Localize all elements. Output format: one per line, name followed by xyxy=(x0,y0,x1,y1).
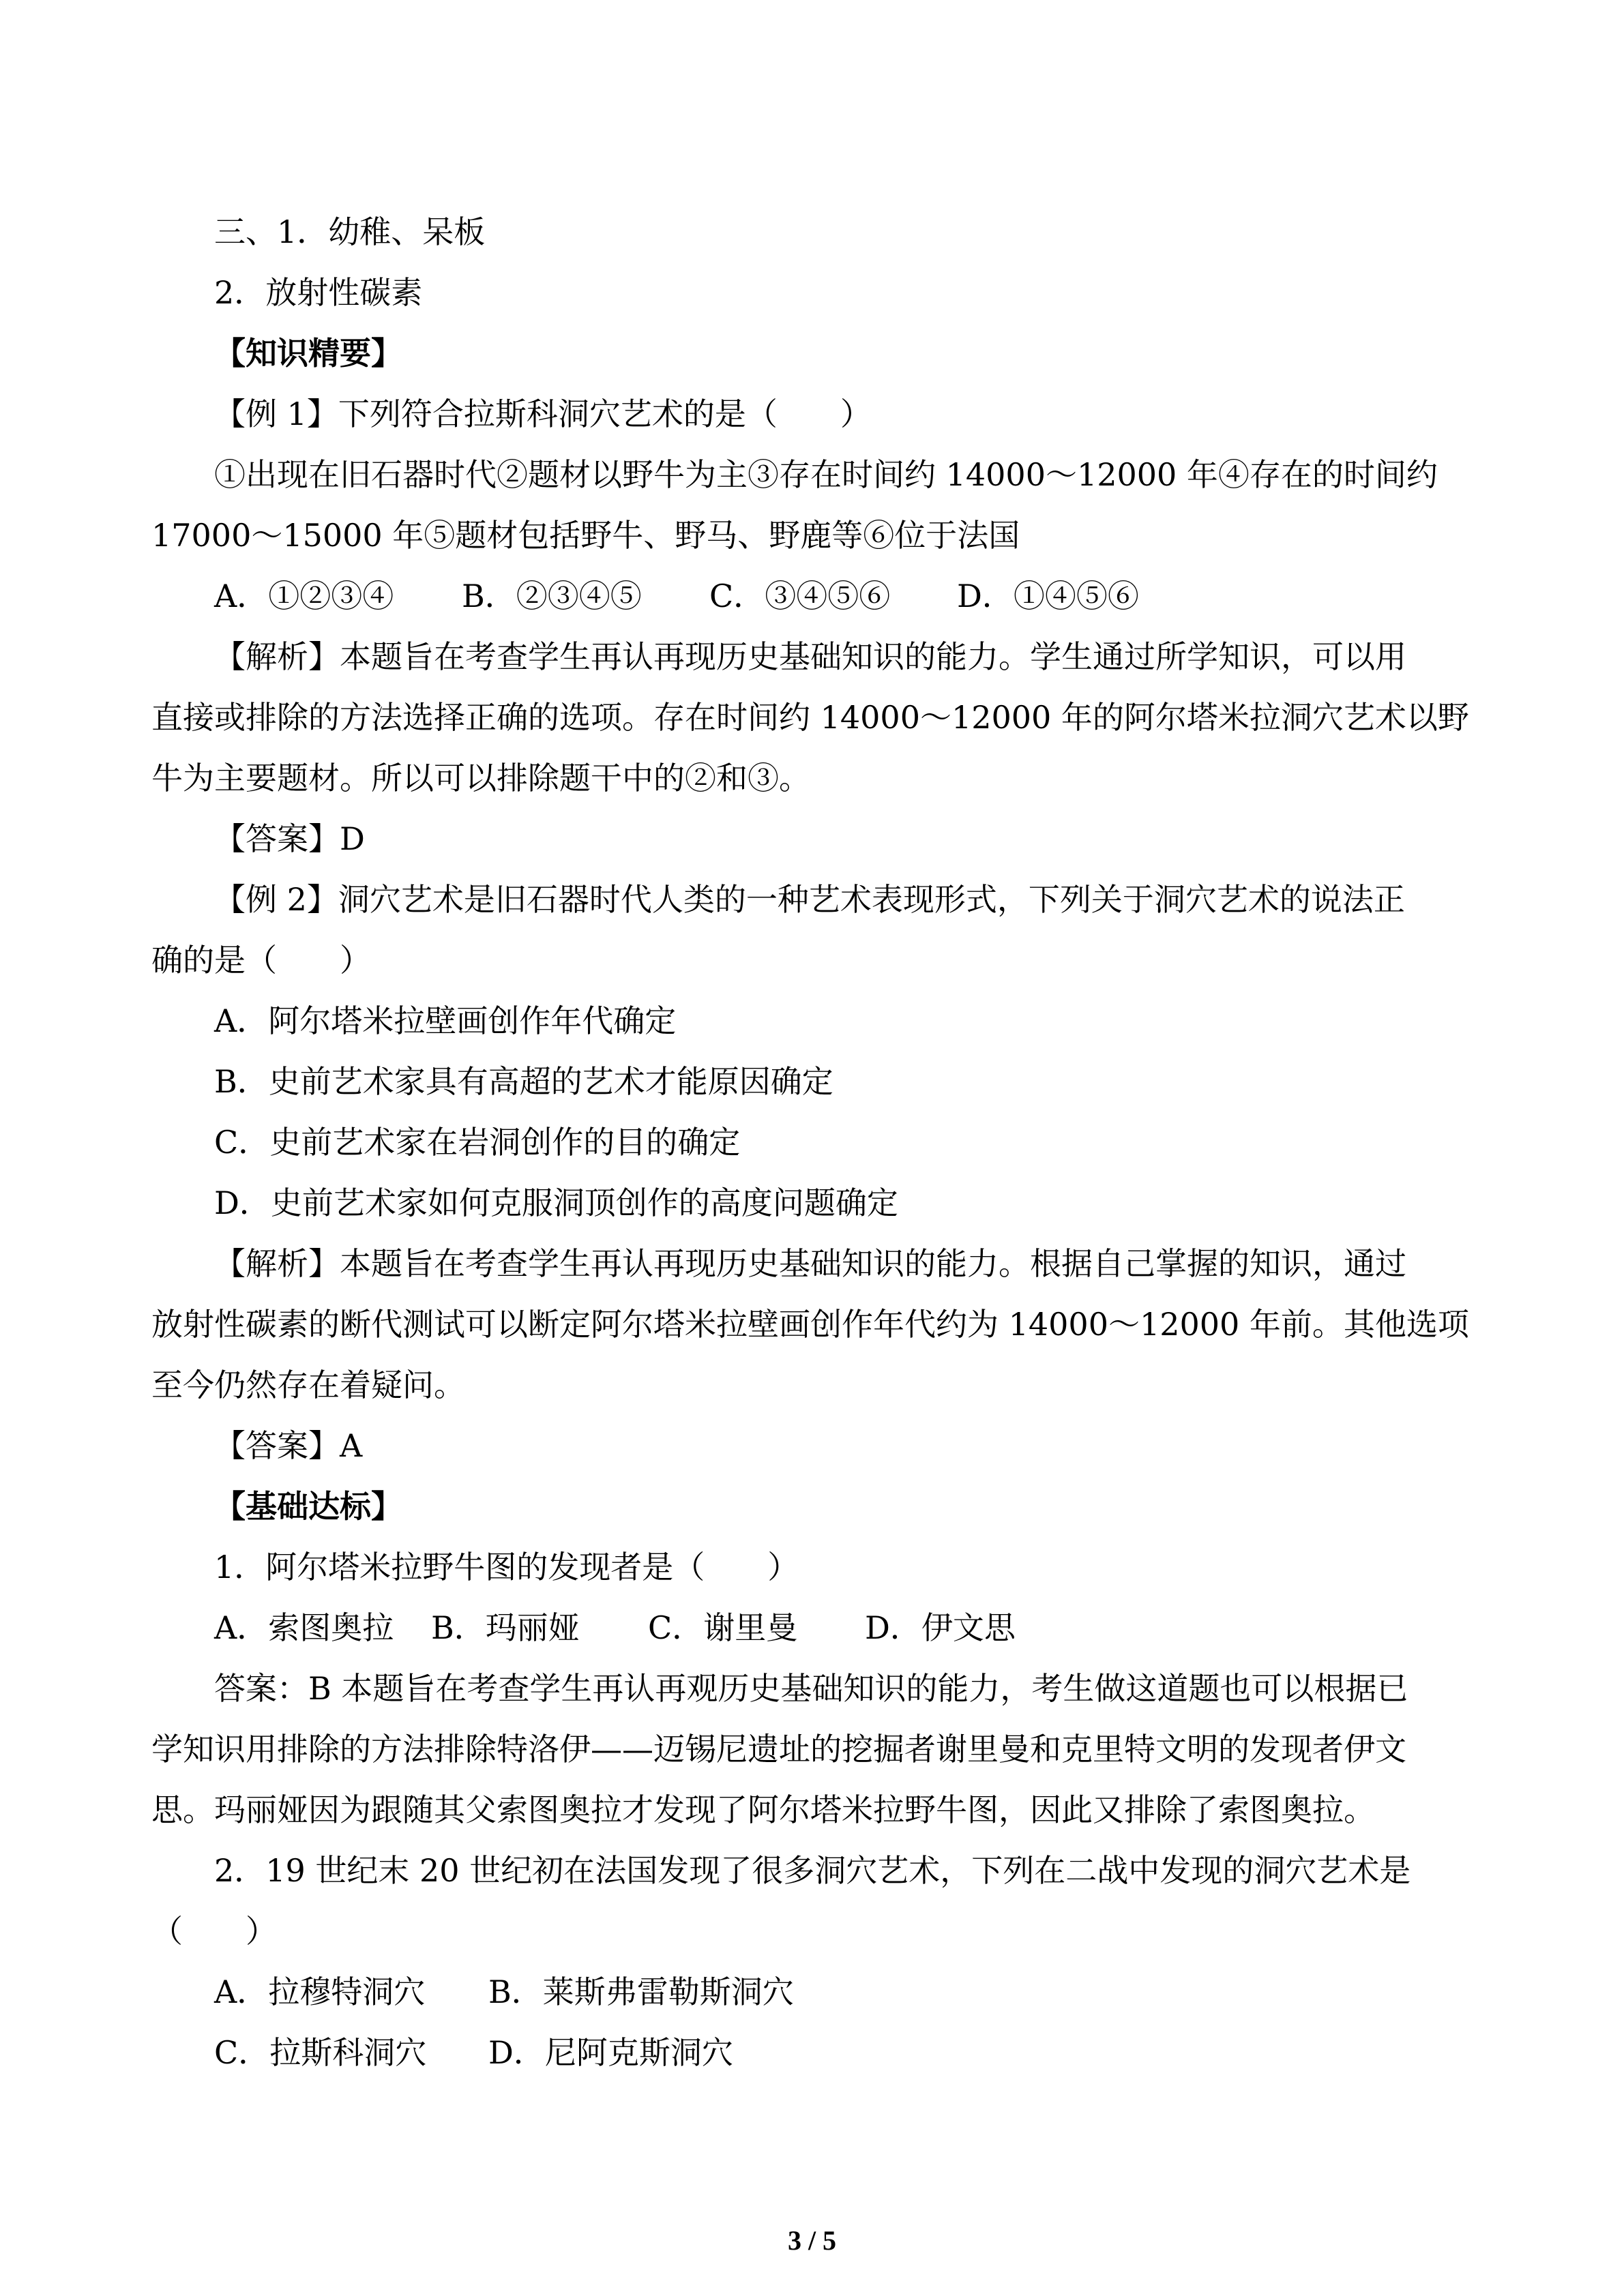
example1-statements-line1: ①出现在旧石器时代②题材以野牛为主③存在时间约 14000～12000 年④存在的时间约 xyxy=(214,456,1438,493)
example1-option-b: B．②③④⑤ xyxy=(462,578,642,614)
knowledge-heading: 【知识精要】 xyxy=(214,335,402,372)
page-content xyxy=(151,202,1495,2083)
q1-option-c: C．谢里曼 xyxy=(648,1609,798,1646)
example2-answer: 【答案】A xyxy=(214,1427,363,1464)
q1-answer-line1: 答案：B 本题旨在考查学生再认再观历史基础知识的能力，考生做这道题也可以根据已 xyxy=(214,1670,1408,1707)
basics-heading: 【基础达标】 xyxy=(214,1488,402,1525)
q2-question-line1: 2．19 世纪末 20 世纪初在法国发现了很多洞穴艺术，下列在二战中发现的洞穴艺术是 xyxy=(214,1852,1411,1889)
example2-option-a: A．阿尔塔米拉壁画创作年代确定 xyxy=(214,1002,677,1039)
example2-question-line2: 确的是（ ） xyxy=(151,942,371,979)
q1-option-a: A．索图奥拉 xyxy=(214,1609,394,1646)
section3-line1: 三、1．幼稚、呆板 xyxy=(214,213,486,250)
example2-analysis-line2: 放射性碳素的断代测试可以断定阿尔塔米拉壁画创作年代约为 14000～12000 年前。其他选项 xyxy=(151,1306,1469,1343)
example2-option-c: C．史前艺术家在岩洞创作的目的确定 xyxy=(214,1124,741,1161)
example2-question-line1: 【例 2】洞穴艺术是旧石器时代人类的一种艺术表现形式，下列关于洞穴艺术的说法正 xyxy=(214,881,1405,918)
example2-option-b: B．史前艺术家具有高超的艺术才能原因确定 xyxy=(214,1063,833,1100)
q2-option-b: B．莱斯弗雷勒斯洞穴 xyxy=(488,1973,794,2010)
example1-option-a: A．①②③④ xyxy=(214,578,394,614)
example1-option-d: D．①④⑤⑥ xyxy=(957,578,1139,614)
example1-question: 【例 1】下列符合拉斯科洞穴艺术的是（ ） xyxy=(214,396,872,432)
section3-line2: 2．放射性碳素 xyxy=(214,274,423,311)
page-number: 3 / 5 xyxy=(787,2225,837,2256)
q2-option-d: D．尼阿克斯洞穴 xyxy=(488,2034,733,2071)
example2-analysis-line3: 至今仍然存在着疑问。 xyxy=(151,1367,465,1403)
q1-answer-line2: 学知识用排除的方法排除特洛伊——迈锡尼遗址的挖掘者谢里曼和克里特文明的发现者伊文 xyxy=(151,1731,1406,1768)
example1-answer: 【答案】D xyxy=(214,820,365,857)
example1-analysis-line1: 【解析】本题旨在考查学生再认再现历史基础知识的能力。学生通过所学知识，可以用 xyxy=(214,638,1406,675)
q1-question: 1．阿尔塔米拉野牛图的发现者是（ ） xyxy=(214,1549,799,1585)
q1-options xyxy=(151,1598,1495,1658)
example1-analysis-line3: 牛为主要题材。所以可以排除题干中的②和③。 xyxy=(151,760,810,796)
q2-option-c: C．拉斯科洞穴 xyxy=(214,2034,427,2071)
example1-options xyxy=(151,566,1495,627)
example1-statements-line2: 17000～15000 年⑤题材包括野牛、野马、野鹿等⑥位于法国 xyxy=(151,517,1020,554)
example1-analysis-line2: 直接或排除的方法选择正确的选项。存在时间约 14000～12000 年的阿尔塔米拉洞穴艺术以野 xyxy=(151,699,1469,736)
example1-option-c: C．③④⑤⑥ xyxy=(709,578,891,614)
q1-option-b: B．玛丽娅 xyxy=(431,1609,580,1646)
q2-options-row2 xyxy=(151,2023,1495,2083)
q2-question-line2: （ ） xyxy=(151,1913,277,1950)
q1-answer-line3: 思。玛丽娅因为跟随其父索图奥拉才发现了阿尔塔米拉野牛图，因此又排除了索图奥拉。 xyxy=(151,1791,1375,1828)
q2-options-row1 xyxy=(151,1962,1495,2023)
example2-analysis-line1: 【解析】本题旨在考查学生再认再现历史基础知识的能力。根据自己掌握的知识，通过 xyxy=(214,1245,1406,1282)
q2-option-a: A．拉穆特洞穴 xyxy=(214,1973,426,2010)
example2-option-d: D．史前艺术家如何克服洞顶创作的高度问题确定 xyxy=(214,1184,898,1221)
q1-option-d: D．伊文思 xyxy=(865,1609,1016,1646)
